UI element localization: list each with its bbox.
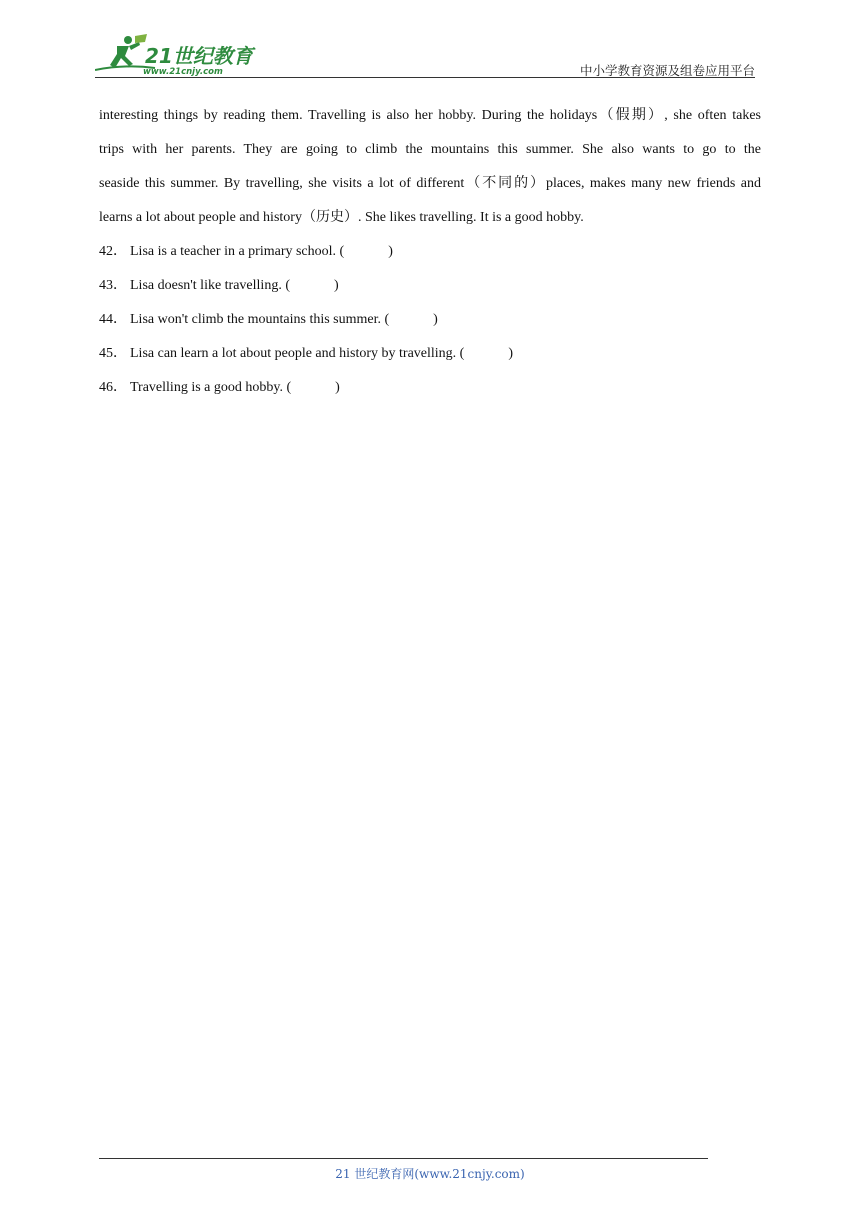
footer-divider (99, 1158, 708, 1159)
question-close: ) (335, 380, 340, 395)
page-content (99, 99, 761, 405)
passage-line: trips with her parents. They are going to climb the mountains this summer. She also wants to go to the (99, 142, 761, 157)
passage-line: learns a lot about people and history（历史）. She likes travelling. It is a good hobby. (99, 210, 584, 225)
question-close: ) (508, 346, 514, 361)
question-number: 46． (99, 380, 127, 395)
question-number: 42． (99, 244, 127, 259)
page-header (95, 30, 755, 78)
platform-title: 中小学教育资源及组卷应用平台 (579, 63, 755, 78)
question-text: Lisa is a teacher in a primary school. ( (130, 244, 345, 259)
question-number: 44． (99, 312, 127, 327)
question-item (99, 337, 761, 371)
passage-line: seaside this summer. By travelling, she visits a lot of different（不同的）places, makes many new friends and (99, 176, 761, 191)
question-text: Travelling is a good hobby. ( (130, 380, 292, 395)
header-divider (95, 77, 755, 78)
question-close: ) (433, 312, 438, 327)
reading-passage (99, 99, 761, 235)
question-text: Lisa can learn a lot about people and history by travelling. ( (130, 346, 465, 361)
question-text: Lisa won't climb the mountains this summer. ( (130, 312, 390, 327)
footer-link[interactable]: 21 世纪教育网(www.21cnjy.com) (335, 1167, 525, 1181)
question-number: 45． (99, 346, 127, 361)
logo-icon (95, 34, 265, 76)
logo-text: 21世纪教育 (145, 44, 253, 68)
logo-url-text: www.21cnjy.com (143, 67, 223, 76)
question-number: 43． (99, 278, 127, 293)
question-item (99, 235, 761, 269)
question-text: Lisa doesn't like travelling. ( (130, 278, 290, 293)
question-list (99, 235, 761, 405)
question-close: ) (333, 278, 339, 293)
question-item (99, 269, 761, 303)
question-item (99, 303, 761, 337)
question-item (99, 371, 761, 405)
passage-line: interesting things by reading them. Travelling is also her hobby. During the holidays（假期）, she often takes (99, 108, 761, 123)
question-close: ) (388, 244, 393, 259)
